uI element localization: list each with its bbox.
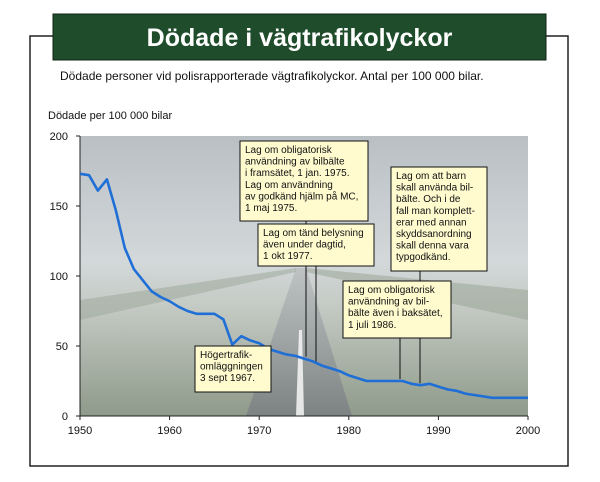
y-tick-label: 50: [55, 341, 68, 353]
annotation-text: skyddsanordning: [396, 229, 472, 240]
annotation-box: [195, 346, 271, 392]
annotation-text: skall denna vara: [396, 240, 469, 252]
chart-title: Dödade i vägtrafikolyckor: [146, 24, 453, 52]
annotation-text: bälte. Och i de: [396, 194, 461, 206]
x-tick-label: 1990: [426, 425, 451, 437]
y-tick-label: 200: [49, 131, 68, 143]
annotation-text: användning av bilbälte: [245, 156, 345, 168]
annotation-text: 3 sept 1967.: [200, 373, 256, 385]
annotation-text: omläggningen: [200, 361, 263, 373]
annotation-text: Lag om obligatorisk: [245, 145, 332, 156]
annotation-text: fall man komplett-: [396, 205, 475, 217]
y-tick-label: 100: [49, 271, 68, 283]
annotation-text: 1 okt 1977.: [263, 251, 313, 263]
x-tick-label: 1980: [336, 425, 362, 437]
annotation-text: Högertrafik-: [200, 350, 253, 361]
annotation-text: i framsätet, 1 jan. 1975.: [245, 168, 350, 180]
annotation-box: [343, 281, 451, 338]
annotation-text: typgodkänd.: [396, 252, 451, 264]
annotation-text: Lag om tänd belysning: [263, 228, 364, 239]
annotation-text: Lag om obligatorisk: [348, 285, 435, 296]
annotation-box: [240, 141, 368, 221]
y-tick-label: 150: [49, 201, 68, 213]
annotation-text: av godkänd hjälm på MC,: [245, 191, 359, 203]
x-tick-label: 2000: [515, 425, 541, 437]
annotation-box: [391, 167, 487, 271]
annotation-text: 1 juli 1986.: [348, 319, 397, 331]
annotation-text: skall använda bil-: [396, 182, 474, 194]
x-tick-label: 1960: [157, 425, 182, 437]
annotation-text: användning av bil-: [348, 296, 430, 308]
x-tick-label: 1950: [67, 425, 93, 437]
chart-subtitle: Dödade personer vid polisrapporterade vägtrafikolyckor. Antal per 100 000 bilar.: [60, 69, 484, 83]
y-tick-label: 0: [61, 411, 68, 423]
annotation-text: erar med annan: [396, 217, 467, 229]
y-axis-label: Dödade per 100 000 bilar: [48, 110, 173, 122]
annotation-box: [258, 224, 374, 266]
annotation-text: bälte även i baksätet,: [348, 308, 443, 320]
annotation-text: Lag om användning: [245, 179, 333, 191]
x-tick-label: 1970: [246, 425, 272, 437]
annotation-text: Lag om att barn: [396, 171, 467, 182]
annotation-text: 1 maj 1975.: [245, 203, 298, 214]
annotation-text: även under dagtid,: [263, 239, 346, 251]
